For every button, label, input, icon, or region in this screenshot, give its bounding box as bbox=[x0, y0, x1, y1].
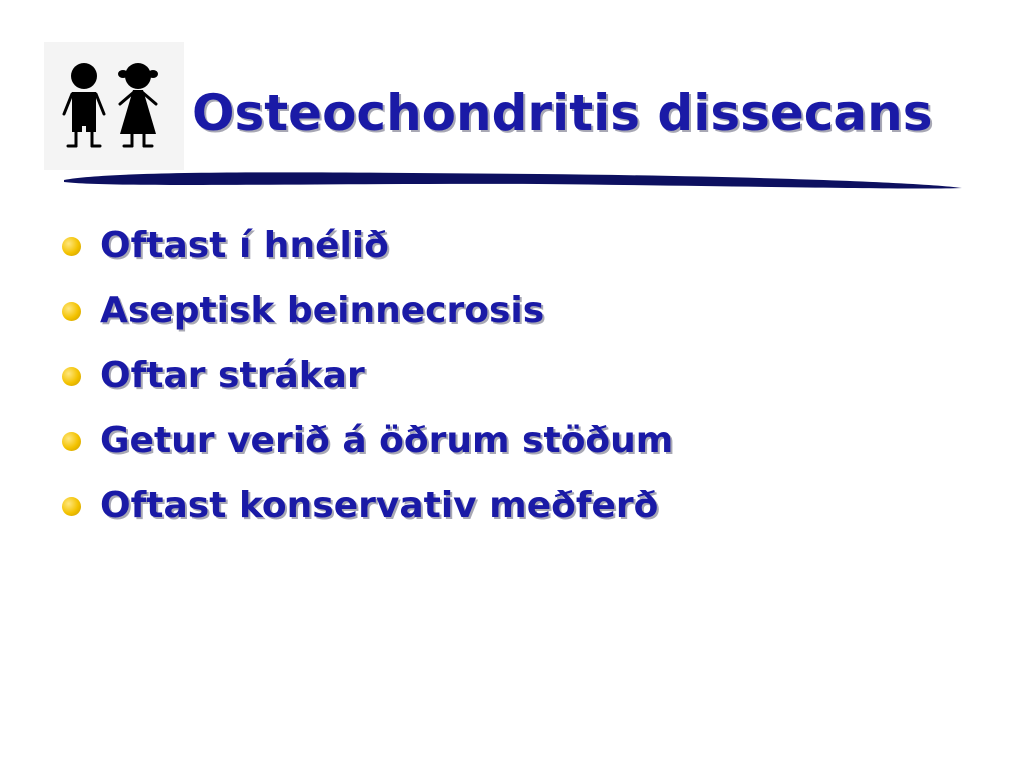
bullet-dot-icon bbox=[62, 497, 81, 516]
stick-figure-kids-icon bbox=[44, 42, 184, 170]
bullet-list bbox=[62, 214, 673, 539]
bullet-text: Oftast konservativ meðferð bbox=[100, 485, 659, 526]
bullet-dot-icon bbox=[62, 302, 81, 321]
bullet-text: Getur verið á öðrum stöðum bbox=[100, 420, 674, 461]
bullet-text: Oftar strákar bbox=[100, 355, 365, 396]
bullet-item bbox=[62, 344, 673, 409]
slide-title: Osteochondritis dissecans bbox=[192, 84, 933, 142]
bullet-text: Oftast í hnélið bbox=[100, 225, 389, 266]
stick-figure-kids-drawing bbox=[44, 42, 184, 170]
bullet-dot-icon bbox=[62, 432, 81, 451]
bullet-item bbox=[62, 409, 673, 474]
bullet-item bbox=[62, 279, 673, 344]
bullet-text: Aseptisk beinnecrosis bbox=[100, 290, 545, 331]
bullet-dot-icon bbox=[62, 367, 81, 386]
bullet-item bbox=[62, 214, 673, 279]
title-underline-rule bbox=[58, 168, 968, 196]
bullet-item bbox=[62, 474, 673, 539]
bullet-dot-icon bbox=[62, 237, 81, 256]
